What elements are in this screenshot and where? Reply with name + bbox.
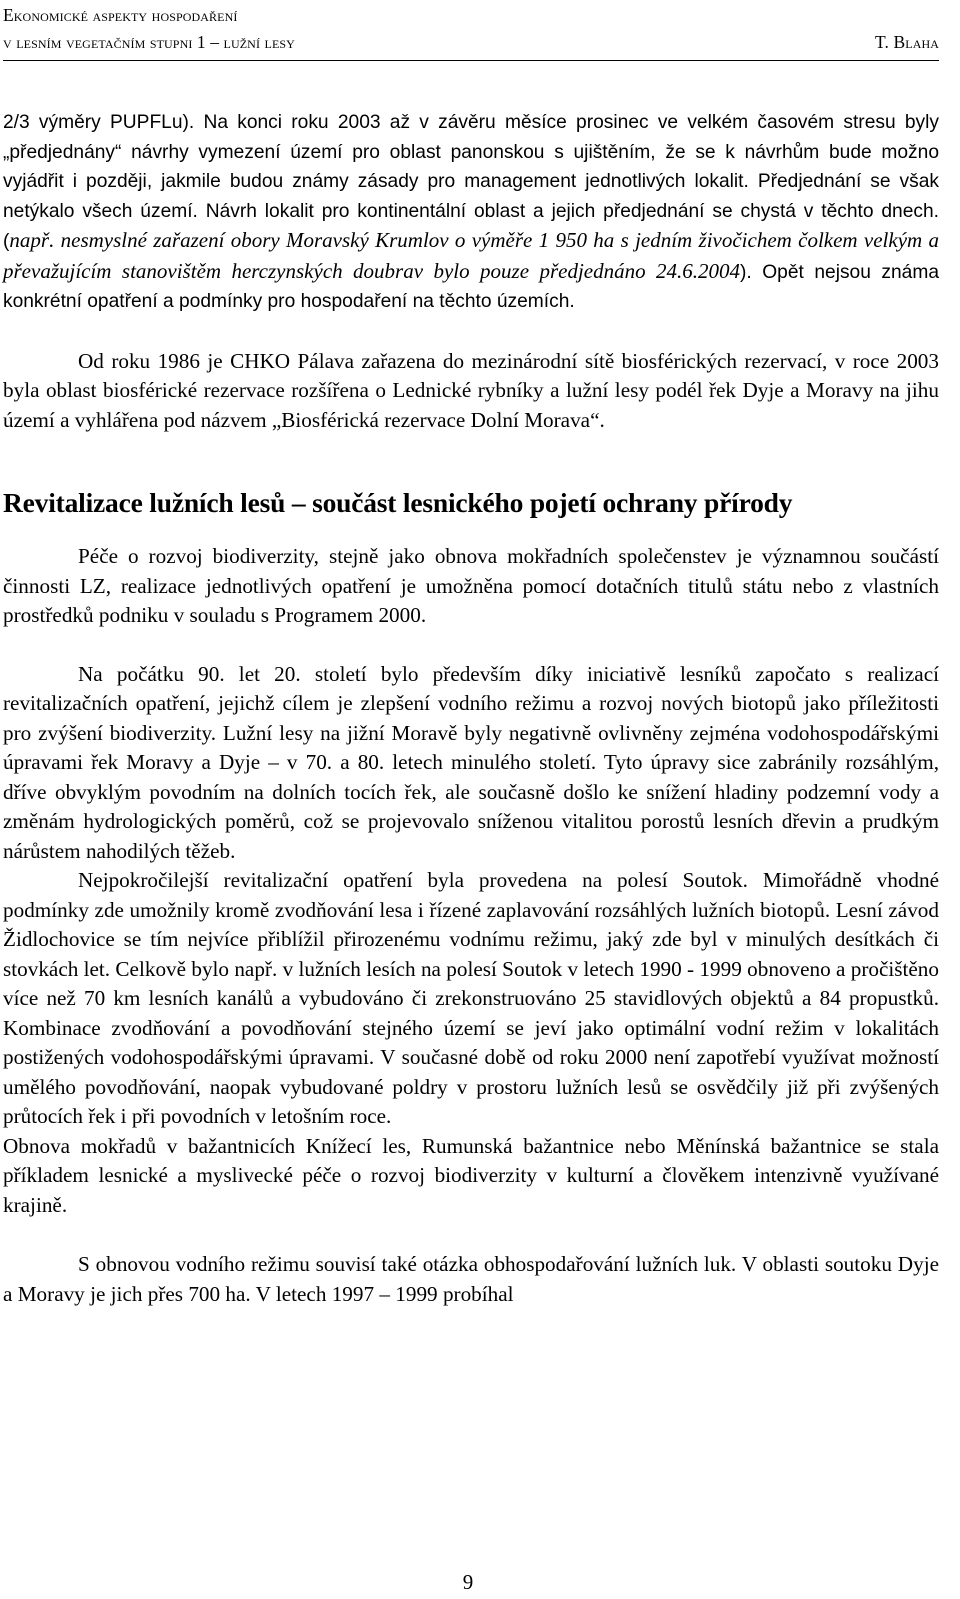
paragraph-natura-text-1: 2/3 výměry PUPFLu). Na konci roku 2003 až v závěru měsíce prosinec ve velkém časovém stresu byly „předjednány“ návrhy vymezení území pro oblast panonskou s ujištěním, že se k návrhům bude možno vyjádřit i později, jakmile budou známy zásady pro management jednotlivých lokalit. Předjednání se však netýkalo všech území. Návrh lokalit pro kontinentální oblast a jejich předjednání se chystá v těchto dnech. ( [3,112,939,252]
page-number: 9 [462,1570,474,1594]
paragraph-natura-text-2: ). Opět nejsou známa konkrétní opatření a podmínky pro hospodaření na těchto územích. [3,261,939,312]
paragraph-meadows: S obnovou vodního režimu souvisí také otázka obhospodařování lužních luk. V oblasti soutoku Dyje a Moravy je jich přes 700 ha. V letech 1997 – 1999 probíhal [3,1252,939,1306]
header-divider [3,60,939,61]
header-title-line1: Ekonomické aspekty hospodaření [3,5,238,25]
paragraph-natura [3,108,939,317]
paragraph-soutok: Nejpokročilejší revitalizační opatření byla provedena na polesí Soutok. Mimořádně vhodné podmínky zde umožnily kromě zvodňování lesa i řízené zaplavování rozsáhlých lužních biotopů. Lesní závod Židlochovice se tím nejvíce přiblížil přirozenému vodnímu režimu, jaký zde byl v minulých desítkách či stovkách let. Celkově bylo např. v lužních lesích na polesí Soutok v letech 1990 - 1999 obnoveno a pročištěno více než 70 km lesních kanálů a vybudováno či zrekonstruováno 25 stavidlových objektů a 84 propustků. Kombinace zvodňování a povodňování stejného území se jeví jako optimální vodní režim v lokalitách postižených vodohospodářskými úpravami. V současné době od roku 2000 není zapotřebí využívat možností umělého povodňování, naopak vybudované poldry v prostoru lužních lesů se osvědčily již při zvýšených průtocích řek i při povodních v letošním roce. [3,868,939,1128]
running-header [3,2,939,56]
paragraph-wetlands: Obnova mokřadů v bažantnicích Knížecí les, Rumunská bažantnice nebo Měnínská bažantnice se stala příkladem lesnické a myslivecké péče o rozvoj biodiverzity v kulturní a člověkem intenzivně využívané krajině. [3,1133,939,1217]
header-author: T. Blaha [875,32,939,52]
paragraph-biosphere: Od roku 1986 je CHKO Pálava zařazena do mezinárodní sítě biosférických rezervací, v roce 2003 byla oblast biosférické rezervace rozšířena o Lednické rybníky a lužní lesy podél řek Dyje a Moravy na jihu území a vyhlářena pod názvem „Biosférická rezervace Dolní Morava“. [3,348,939,432]
page-body [3,108,939,1309]
header-title-line2: v lesním vegetačním stupni 1 – lužní lesy [3,32,295,52]
paragraph-revitalization-history: Na počátku 90. let 20. století bylo především díky iniciativě lesníků započato s realizací revitalizačních opatření, jejichž cílem je zlepšení vodního režimu a rozvoj nových biotopů jako příležitosti pro zvýšení biodiverzity. Lužní lesy na jižní Moravě byly negativně ovlivněny zejména vodohospodářskými úpravami řek Moravy a Dyje – v 70. a 80. letech minulého století. Tyto úpravy sice zabránily rozsáhlým, dříve obvyklým povodním na dolních tocích řek, ale současně došlo ke snížení hladiny podzemní vody a změnám hydrologických poměrů, což se projevovalo sníženou vitalitou porostů lesních dřevin a prudkým nárůstem nahodilých těžeb. [3,661,939,863]
section-heading: Revitalizace lužních lesů – součást lesnického pojetí ochrany přírody [3,487,793,518]
paragraph-care: Péče o rozvoj biodiverzity, stejně jako obnova mokřadních společenstev je významnou součástí činnosti LZ, realizace jednotlivých opatření je umožněna pomocí dotačních titulů státu nebo z vlastních prostředků podniku v souladu s Programem 2000. [3,544,939,627]
paragraph-natura-example: např. nesmyslné zařazení obory Moravský Krumlov o výměře 1 950 ha s jedním živočichem čolkem velkým a převažujícím stanovištěm herczynských doubrav bylo pouze předjednáno 24.6.2004 [3,228,939,283]
